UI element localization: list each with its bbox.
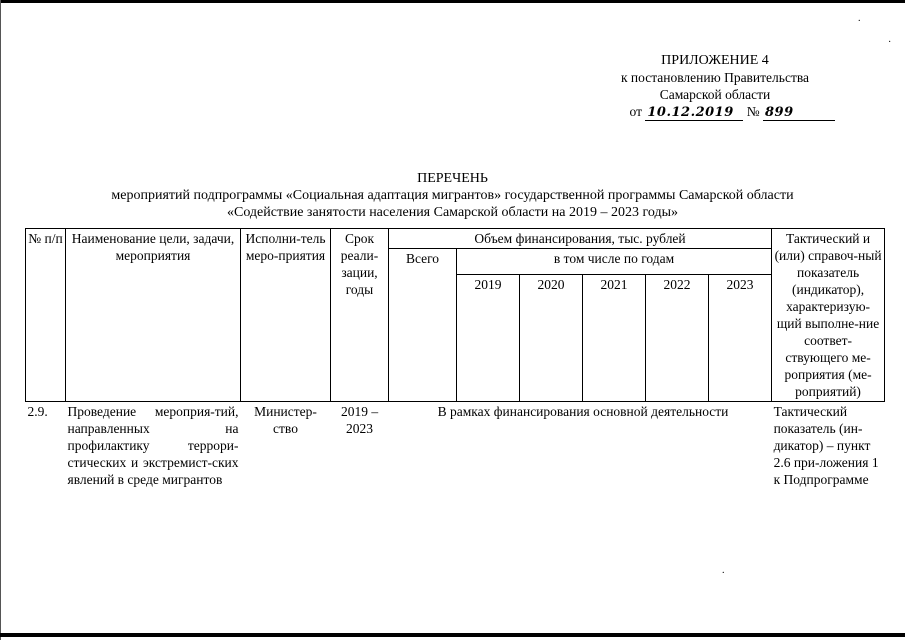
appendix-title: ПРИЛОЖЕНИЕ 4 xyxy=(661,53,769,68)
document-subtitle-1: мероприятий подпрограммы «Социальная адаптация мигрантов» государственной программы Самарской области xyxy=(111,188,794,203)
measures-table xyxy=(25,228,885,489)
row-indicator: Тактический показатель (ин-дикатор) – пункт 2.6 при-ложения 1 к Подпрограмме xyxy=(772,402,885,490)
row-name: Проведение мероприя-тий, направленных на профилактику террори-стических и экстремист-ских явлений в среде мигрантов xyxy=(66,402,241,490)
row-num: 2.9. xyxy=(26,402,66,490)
header-year-2023: 2023 xyxy=(709,275,772,402)
header-total: Всего xyxy=(389,249,457,402)
row-term: 2019 – 2023 xyxy=(331,402,389,490)
appendix-line-2: Самарской области xyxy=(659,87,771,102)
number-label: № xyxy=(746,104,760,119)
document-subtitle-2: «Содействие занятости населения Самарской области на 2019 – 2023 годы» xyxy=(227,205,678,220)
scan-dot: · xyxy=(888,37,892,48)
header-executor: Исполни-тель меро-приятия xyxy=(241,229,331,402)
handwritten-number: 899 xyxy=(763,106,835,121)
header-indicator: Тактический и (или) справоч-ный показатель (индикатор), характеризую-щий выполне-ние соответ-ствующего ме-роприятия (ме-роприятий) xyxy=(772,229,885,402)
header-funding: Объем финансирования, тыс. рублей xyxy=(389,229,772,249)
page-left-edge xyxy=(0,0,1,640)
from-label: от xyxy=(629,104,642,119)
header-year-2020: 2020 xyxy=(520,275,583,402)
appendix-line-1: к постановлению Правительства xyxy=(620,70,810,85)
page-bottom-border xyxy=(0,633,905,637)
header-year-2022: 2022 xyxy=(646,275,709,402)
page-top-border xyxy=(0,0,905,3)
scan-dot: . xyxy=(858,13,861,24)
scan-dot: . xyxy=(722,565,725,576)
appendix-block xyxy=(595,52,835,121)
header-num: № п/п xyxy=(26,229,66,402)
handwritten-date: 10.12.2019 xyxy=(645,106,743,121)
header-name: Наименование цели, задачи, мероприятия xyxy=(66,229,241,402)
row-executor: Министер-ство xyxy=(241,402,331,490)
header-row-1 xyxy=(26,229,885,249)
table-row xyxy=(26,402,885,490)
row-funding: В рамках финансирования основной деятельности xyxy=(389,402,772,490)
header-year-2019: 2019 xyxy=(457,275,520,402)
header-term: Срок реали-зации, годы xyxy=(331,229,389,402)
header-by-years: в том числе по годам xyxy=(457,249,772,275)
document-title: ПЕРЕЧЕНЬ xyxy=(417,171,488,186)
appendix-date-line xyxy=(595,103,835,121)
header-year-2021: 2021 xyxy=(583,275,646,402)
